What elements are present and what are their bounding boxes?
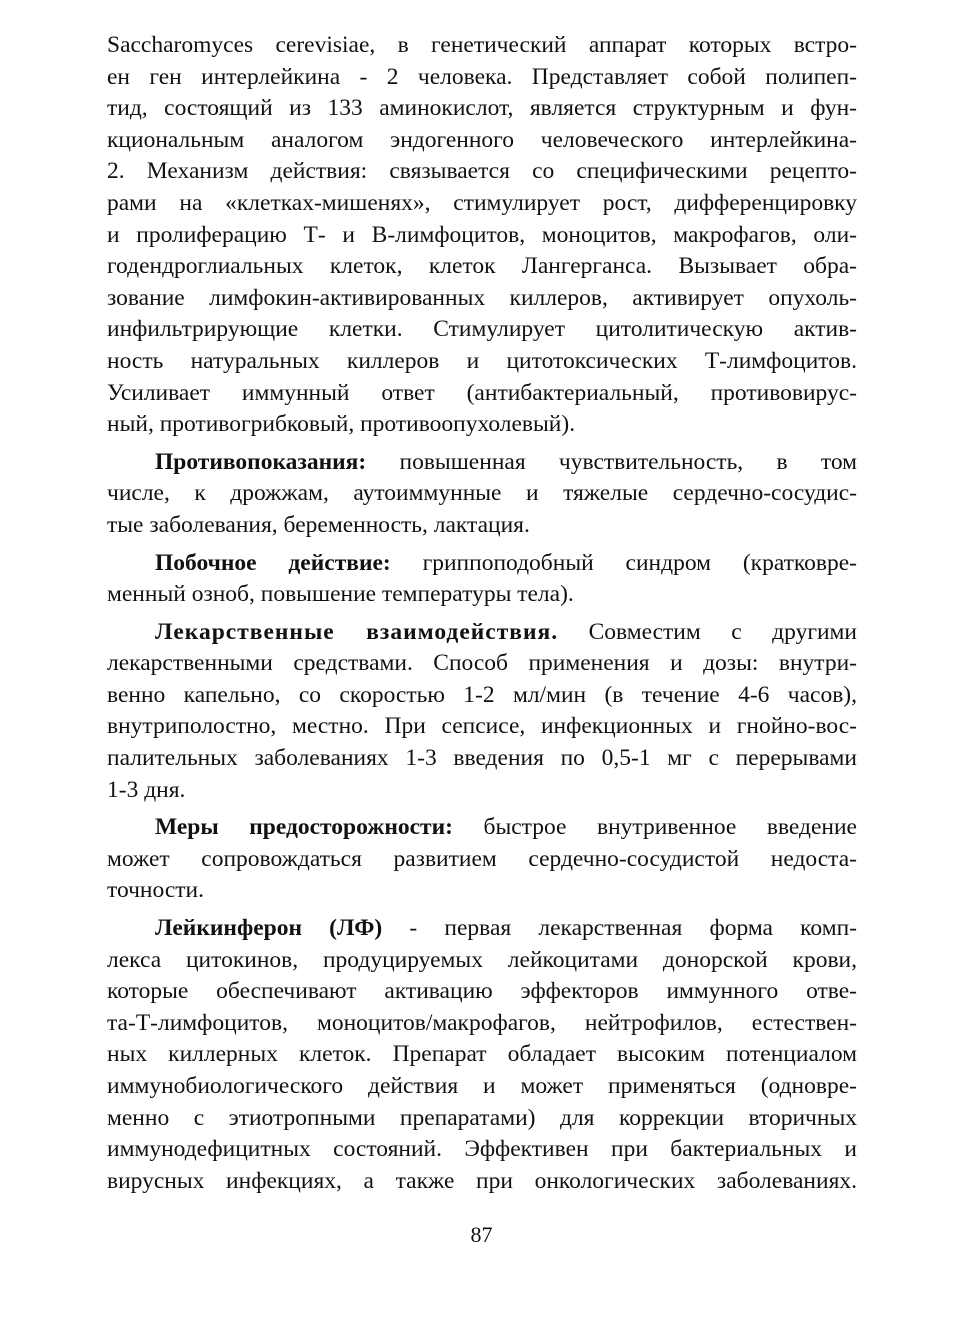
paragraph-lead: Противопоказания: <box>155 448 367 475</box>
text-line: ных киллерных клеток. Препарат обладает высоким потенциалом <box>107 1041 857 1068</box>
text-line: точности. <box>107 877 204 904</box>
page-body <box>107 30 857 1203</box>
text-line: 1-3 дня. <box>107 776 186 803</box>
paragraph-interactions <box>107 617 857 807</box>
text-line: может сопровождаться развитием сердечно-сосудистой недоста- <box>107 845 857 872</box>
paragraph-precautions <box>107 812 857 907</box>
text-line: внутриполостно, местно. При сепсисе, инфекционных и гнойно-вос- <box>107 713 857 740</box>
text-fragment: гриппоподобный синдром (кратковре- <box>390 549 858 576</box>
paragraph-side-effects <box>107 548 857 611</box>
text-fragment: Совместим с другими <box>558 618 857 645</box>
text-fragment: быстрое внутривенное введение <box>452 814 857 841</box>
text-line: та-Т-лимфоцитов, моноцитов/макрофагов, нейтрофилов, естествен- <box>107 1009 857 1036</box>
text-line: которые обеспечивают активацию эффекторов иммунного отве- <box>107 978 857 1005</box>
text-line: рами на «клетках-мишенях», стимулирует рост, дифференцировку <box>107 189 857 216</box>
text-line: лекса цитокинов, продуцируемых лейкоцитами донорской крови, <box>107 946 857 973</box>
paragraph-contraindications <box>107 447 857 542</box>
text-line: ен ген интерлейкина - 2 человека. Представляет собой полипеп- <box>107 63 857 90</box>
text-fragment: повышенная чувствительность, в том <box>366 448 857 475</box>
text-line: палительных заболеваниях 1-3 введения по 0,5-1 мг с перерывами <box>107 745 857 772</box>
paragraph-leikinferon <box>107 913 857 1197</box>
text-line: числе, к дрожжам, аутоиммунные и тяжелые сердечно-сосудис- <box>107 480 857 507</box>
text-fragment: - первая лекарственная форма комп- <box>382 915 857 942</box>
text-line <box>107 548 857 580</box>
paragraph-intro <box>107 30 857 441</box>
text-line: вирусных инфекциях, а также при онкологических заболеваниях. <box>107 1167 857 1194</box>
text-line: иммунодефицитных состояний. Эффективен при бактериальных и <box>107 1136 857 1163</box>
text-line: зование лимфокин-активированных киллеров, активирует опухоль- <box>107 284 857 311</box>
text-line <box>107 812 857 844</box>
paragraph-lead: Меры предосторожности: <box>155 814 453 841</box>
text-line: ность натуральных киллеров и цитотоксических Т-лимфоцитов. <box>107 347 857 374</box>
text-line <box>107 447 857 479</box>
text-line <box>107 913 857 945</box>
text-line: иммунобиологического действия и может применяться (одновре- <box>107 1073 857 1099</box>
text-line: менно с этиотропными препаратами) для коррекции вторичных <box>107 1104 857 1131</box>
text-line: кциональным аналогом эндогенного человеческого интерлейкина- <box>107 126 857 153</box>
text-line: тид, состоящий из 133 аминокислот, является структурным и фун- <box>107 95 857 122</box>
text-line <box>107 617 857 649</box>
text-line: лекарственными средствами. Способ применения и дозы: внутри- <box>107 650 857 677</box>
text-line: и пролиферацию Т- и В-лимфоцитов, моноцитов, макрофагов, оли- <box>107 221 857 248</box>
text-line: ный, противогрибковый, противоопухолевый). <box>107 411 576 438</box>
paragraph-lead: Лейкинферон (ЛФ) <box>155 915 383 942</box>
page-number: 87 <box>470 1222 493 1247</box>
text-line: менный озноб, повышение температуры тела). <box>107 581 574 608</box>
text-line: Усиливает иммунный ответ (антибактериальный, противовирус- <box>107 379 857 406</box>
paragraph-lead: Побочное действие: <box>155 549 391 576</box>
text-line: инфильтрирующие клетки. Стимулирует цитолитическую актив- <box>107 316 857 343</box>
paragraph-lead: Лекарственные взаимодействия. <box>155 618 559 645</box>
text-line: годендроглиальных клеток, клеток Лангерганса. Вызывает обра- <box>107 253 857 280</box>
text-line: Saccharomyces cerevisiae, в генетический аппарат которых встро- <box>107 32 857 58</box>
text-line: венно капельно, со скоростью 1-2 мл/мин (в течение 4-6 часов), <box>107 681 857 708</box>
text-line: 2. Механизм действия: связывается со специфическими рецепто- <box>107 158 857 185</box>
text-line: тые заболевания, беременность, лактация. <box>107 511 530 538</box>
